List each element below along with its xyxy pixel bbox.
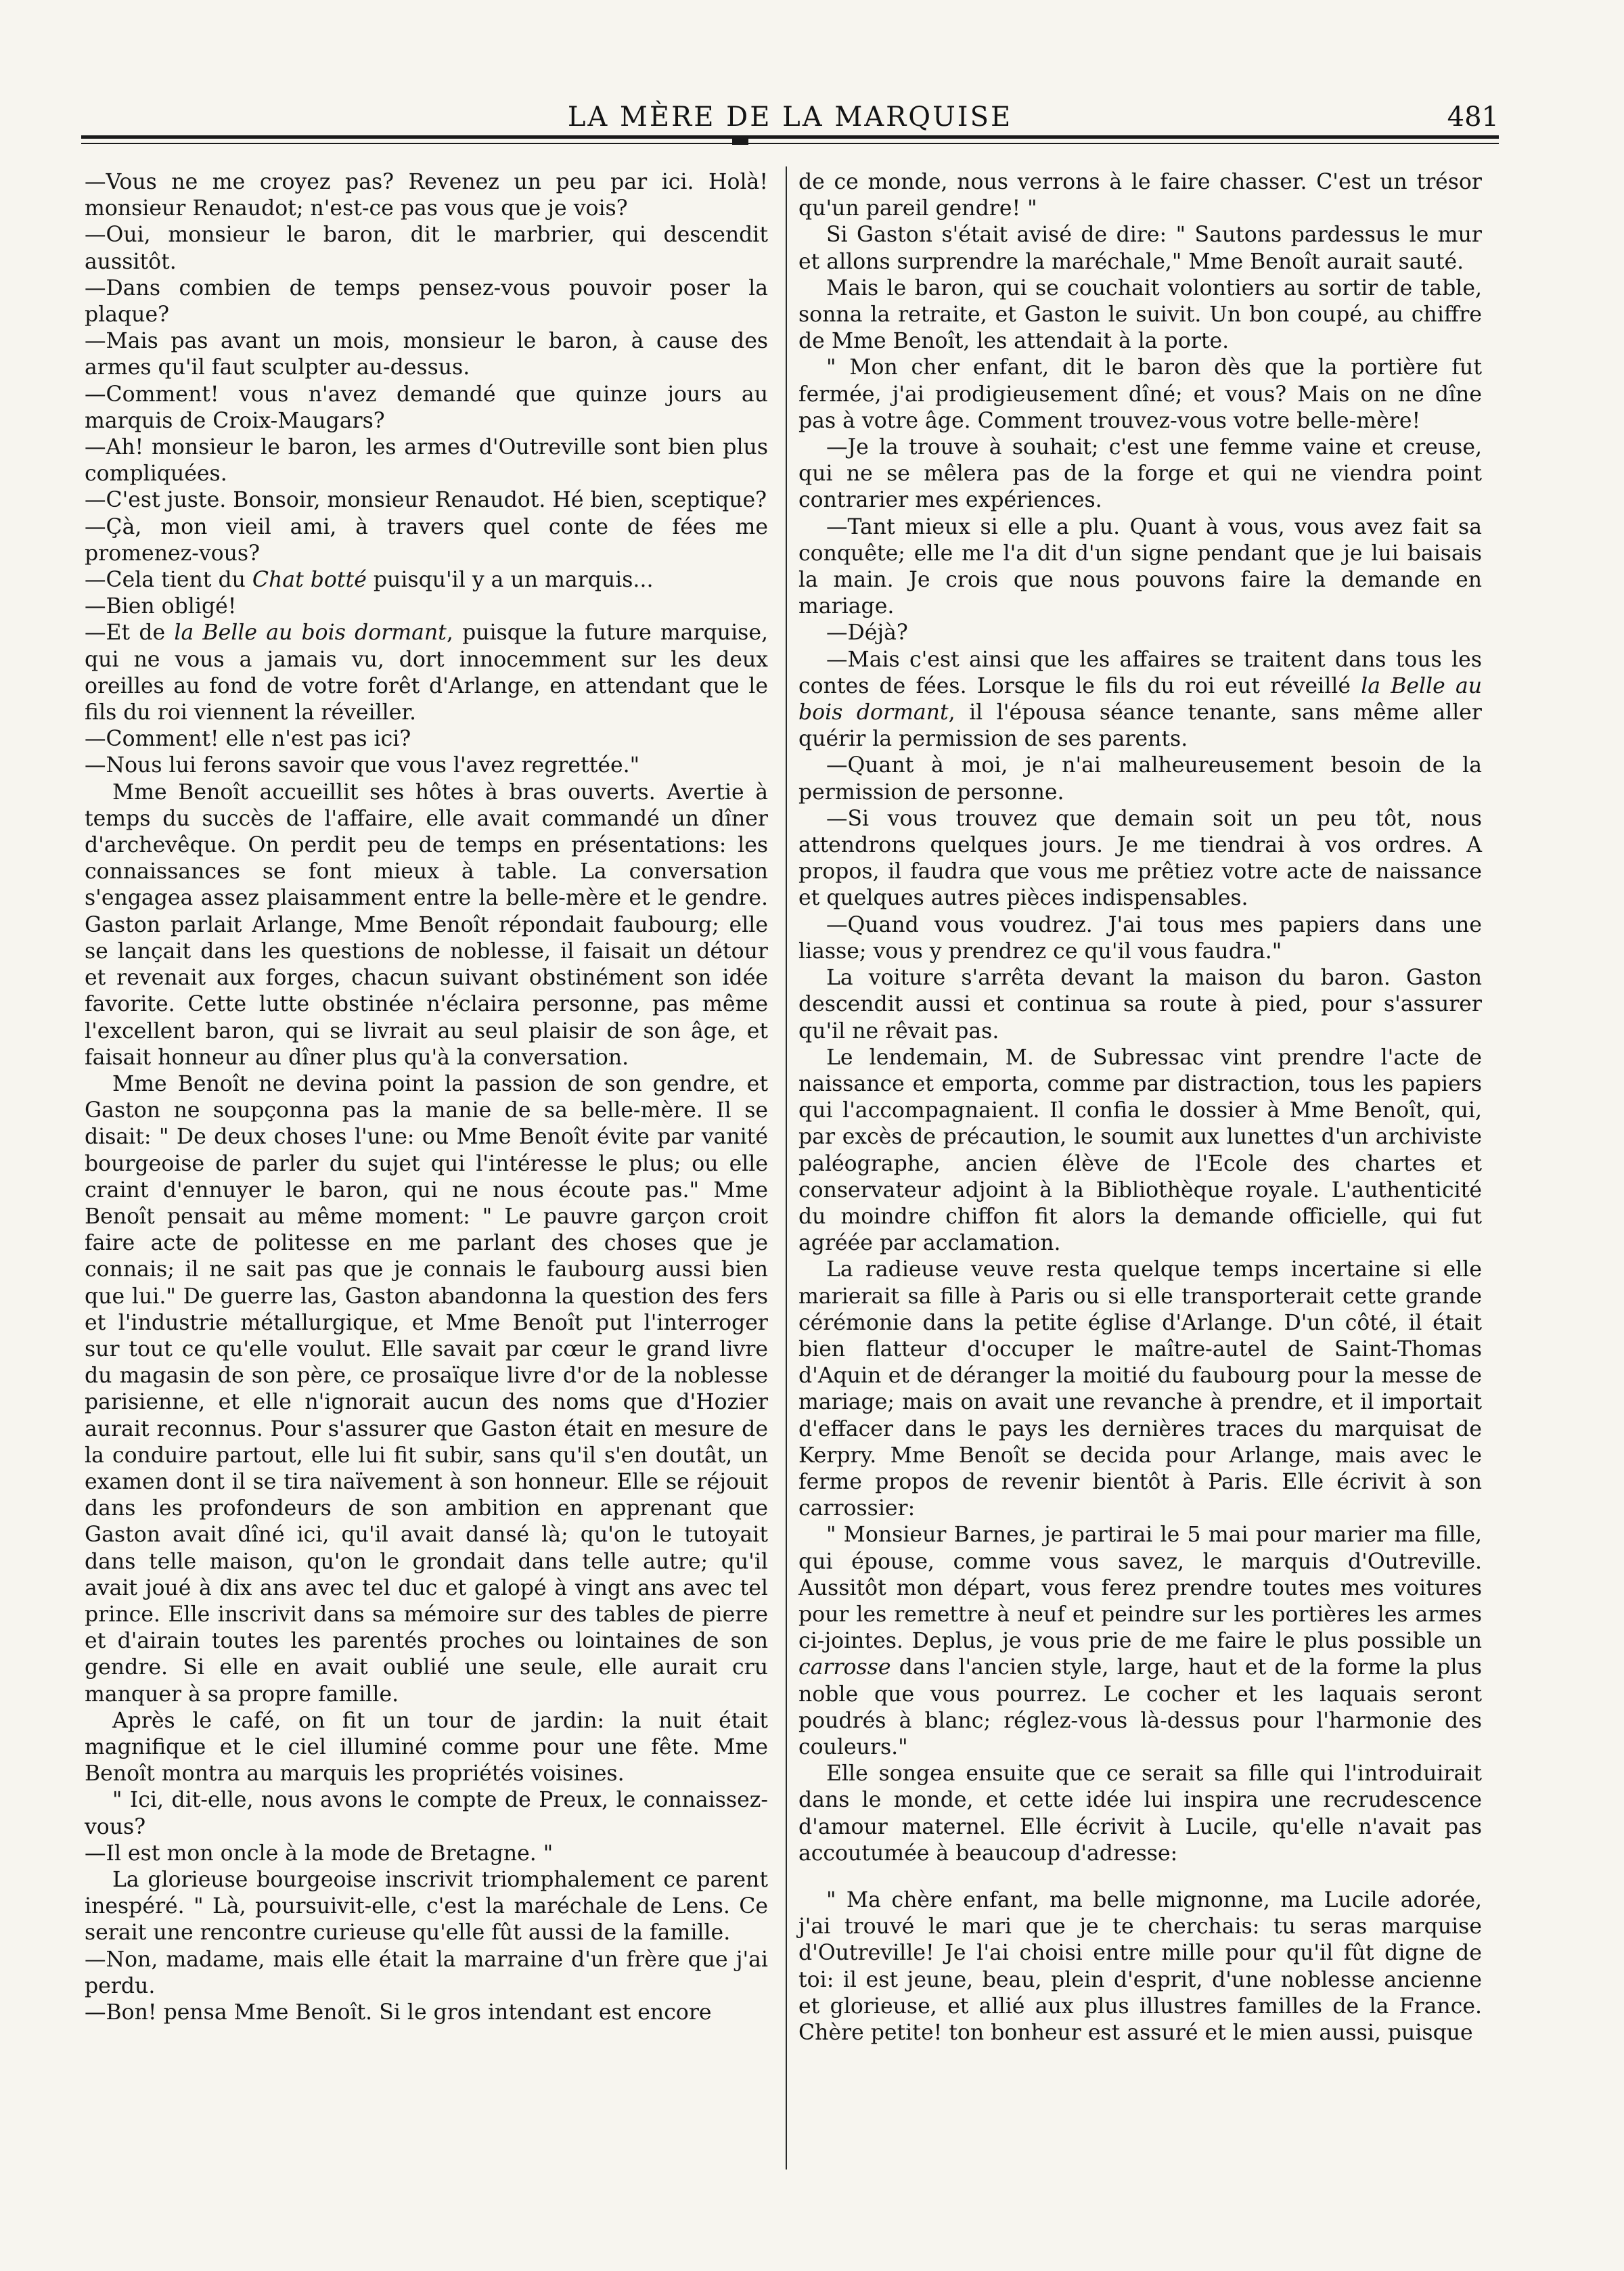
paragraph: —Mais c'est ainsi que les affaires se traitent dans tous les contes de fées. Lorsque le fils du roi eut réveillé la Belle au bois dormant, il l'épousa séance tenante, sans même aller quérir la permission de ses parents.	[798, 647, 1483, 752]
paragraph: —Nous lui ferons savoir que vous l'avez regrettée."	[85, 753, 640, 778]
paragraph: —Ah! monsieur le baron, les armes d'Outreville sont bien plus compliquées.	[85, 435, 768, 487]
paragraph: Après le café, on fit un tour de jardin: la nuit était magnifique et le ciel illuminé comme pour une fête. Mme Benoît montra au marquis les propriétés voisines.	[85, 1708, 768, 1786]
paragraph: —Et de la Belle au bois dormant, puisque la future marquise, qui ne vous a jamais vu, dort innocemment sur les deux oreilles au fond de votre forêt d'Arlange, en attendant que le fils du roi viennent la réveiller.	[85, 621, 768, 725]
paragraph: —Oui, monsieur le baron, dit le marbrier, qui descendit aussitôt.	[85, 223, 768, 274]
column-divider	[786, 166, 787, 2169]
paragraph: Mais le baron, qui se couchait volontiers au sortir de table, sonna la retraite, et Gaston le suivit. Un bon coupé, au chiffre de Mme Benoît, les attendait à la porte.	[798, 275, 1482, 354]
rule-ornament	[732, 137, 748, 145]
right-column	[798, 169, 1482, 2046]
paragraph: —Cela tient du Chat botté puisqu'il y a un marquis...	[85, 568, 654, 593]
paragraph: Mme Benoît accueillit ses hôtes à bras ouverts. Avertie à temps du succès de l'affaire, elle avait commandé un dîner d'archevêque. On perdit peu de temps en présentations: les connaissances se font mieux à table. La conversation s'engagea assez plaisamment entre la belle-mère et le gendre. Gaston parlait Arlange, Mme Benoît répondait faubourg; elle se lançait dans les questions de noblesse, il faisait un détour et revenait aux forges, chacun suivant obstinément son idée favorite. Cette lutte obstinée n'éclaira personne, pas même l'excellent baron, qui se livrait au seul plaisir de son âge, et faisait honneur au dîner plus qu'à la conversation.	[85, 780, 768, 1070]
paragraph: —Déjà?	[826, 621, 908, 646]
header-rule	[81, 135, 1499, 139]
paragraph: —Si vous trouvez que demain soit un peu tôt, nous attendrons quelques jours. Je me tiendrai à vos ordres. A propos, il faudra que vous me prêtiez votre acte de naissance et quelques autres pièces indispensables.	[798, 806, 1482, 911]
paragraph: Le lendemain, M. de Subressac vint prendre l'acte de naissance et emporta, comme par distraction, tous les papiers qui l'accompagnaient. Il confia le dossier à Mme Benoît, qui, par excès de précaution, le soumit aux lunettes d'un archiviste paléographe, ancien élève de l'Ecole des chartes et conservateur adjoint à la Bibliothèque royale. L'authenticité du moindre chiffon fit alors la demande officielle, qui fut agréée par acclamation.	[798, 1045, 1482, 1256]
page-number: 481	[1447, 102, 1499, 133]
paragraph: " Ici, dit-elle, nous avons le compte de Preux, le connaissez-vous?	[85, 1788, 768, 1839]
running-title: LA MÈRE DE LA MARQUISE	[567, 102, 1013, 133]
paragraph: La glorieuse bourgeoise inscrivit triomphalement ce parent inespéré. " Là, poursuivit-elle, c'est la maréchale de Lens. Ce serait une rencontre curieuse qu'elle fût aussi de la famille.	[85, 1868, 768, 1946]
paragraph: —Quant à moi, je n'ai malheureusement besoin de la permission de personne.	[798, 753, 1482, 805]
paragraph: —C'est juste. Bonsoir, monsieur Renaudot. Hé bien, sceptique?	[85, 488, 767, 513]
paragraph: —Non, madame, mais elle était la marraine d'un frère que j'ai perdu.	[85, 1947, 768, 1998]
italic-title: Chat botté	[252, 568, 367, 593]
paragraph: " Ma chère enfant, ma belle mignonne, ma Lucile adorée, j'ai trouvé le mari que je te cherchais: tu seras marquise d'Outreville! Je l'ai choisi entre mille pour qu'il fût digne de toi: il est jeune, beau, plein d'esprit, d'une noblesse ancienne et glorieuse, et allié aux plus illustres familles de la France. Chère petite! ton bonheur est assuré et le mien aussi, puisque	[798, 1888, 1482, 2046]
paragraph: Mme Benoît ne devina point la passion de son gendre, et Gaston ne soupçonna pas la manie de sa belle-mère. Il se disait: " De deux choses l'une: ou Mme Benoît évite par vanité bourgeoise de parler du sujet qui l'intéresse le plus; ou elle craint d'ennuyer le baron, qui ne nous écoute pas." Mme Benoît pensait au même moment: " Le pauvre garçon croit faire acte de politesse en me parlant des choses que je connais; il ne sait pas que je connais le faubourg aussi bien que lui." De guerre las, Gaston abandonna la question des fers et l'industrie métallurgique, et Mme Benoît put l'interroger sur tout ce qu'elle voulut. Elle savait par cœur le grand livre du magasin de son père, ce prosaïque livre d'or de la noblesse parisienne, et elle n'ignorait aucun des noms que d'Hozier aurait reconnus. Pour s'assurer que Gaston était en mesure de la conduire partout, elle lui fit subir, sans qu'il s'en doutât, un examen dont il se tira naïvement à son honneur. Elle se réjouit dans les profondeurs de son ambition en apprenant que Gaston avait dîné ici, qu'il avait dansé là; qu'on le tutoyait dans telle maison, qu'on le grondait dans telle autre; qu'il avait joué à dix ans avec tel duc et galopé à vingt ans avec tel prince. Elle inscrivit dans sa mémoire sur des tables de pierre et d'airain toutes les parentés proches ou lointaines de son gendre. Si elle en avait oublié une seule, elle aurait cru manquer à sa propre famille.	[85, 1071, 768, 1707]
paragraph: de ce monde, nous verrons à le faire chasser. C'est un trésor qu'un pareil gendre! "	[798, 170, 1482, 221]
paragraph: —Je la trouve à souhait; c'est une femme vaine et creuse, qui ne se mêlera pas de la forge et qui ne viendra point contrarier mes expériences.	[798, 435, 1482, 513]
paragraph: —Il est mon oncle à la mode de Bretagne. "	[85, 1841, 554, 1866]
paragraph: —Tant mieux si elle a plu. Quant à vous, vous avez fait sa conquête; elle me l'a dit d'un signe pendant que je lui baisais la main. Je crois que nous pouvons faire la demande en mariage.	[798, 514, 1482, 619]
paragraph: —Quand vous voudrez. J'ai tous mes papiers dans une liasse; vous y prendrez ce qu'il vous faudra."	[798, 912, 1482, 964]
header-rule-thin	[81, 143, 1499, 144]
paragraph: —Çà, mon vieil ami, à travers quel conte de fées me promenez-vous?	[85, 514, 768, 566]
paragraph: —Mais pas avant un mois, monsieur le baron, à cause des armes qu'il faut sculpter au-dessus.	[85, 329, 768, 380]
paragraph: Si Gaston s'était avisé de dire: " Sautons pardessus le mur et allons surprendre la maréchale," Mme Benoît aurait sauté.	[798, 223, 1482, 274]
paragraph: La voiture s'arrêta devant la maison du baron. Gaston descendit aussi et continua sa route à pied, pour s'assurer qu'il ne rêvait pas.	[798, 966, 1482, 1043]
italic-title: carrosse	[798, 1655, 891, 1680]
paragraph: —Dans combien de temps pensez-vous pouvoir poser la plaque?	[85, 275, 768, 328]
italic-title: la Belle au bois dormant	[798, 673, 1483, 725]
paragraph: —Bon! pensa Mme Benoît. Si le gros intendant est encore	[85, 2000, 712, 2025]
italic-title: la Belle au bois dormant	[174, 621, 447, 646]
paragraph: —Vous ne me croyez pas? Revenez un peu par ici. Holà! monsieur Renaudot; n'est-ce pas vous que je vois?	[85, 170, 768, 221]
paragraph: " Mon cher enfant, dit le baron dès que la portière fut fermée, j'ai prodigieusement dîné; et vous? Mais on ne dîne pas à votre âge. Comment trouvez-vous votre belle-mère!	[798, 355, 1482, 433]
paragraph: —Comment! elle n'est pas ici?	[85, 727, 411, 752]
paragraph: —Comment! vous n'avez demandé que quinze jours au marquis de Croix-Maugars?	[85, 382, 768, 433]
left-column	[85, 169, 768, 2026]
paragraph: Elle songea ensuite que ce serait sa fille qui l'introduirait dans le monde, et cette idée lui inspira une recrudescence d'amour maternel. Elle écrivit à Lucile, qu'elle n'avait pas accoutumée à beaucoup d'adresse:	[798, 1761, 1482, 1866]
paragraph: La radieuse veuve resta quelque temps incertaine si elle marierait sa fille à Paris ou si elle transporterait cette grande cérémonie dans la petite église d'Arlange. D'un côté, il était bien flatteur d'occuper le maître-autel de Saint-Thomas d'Aquin et de déranger la moitié du faubourg pour la messe de mariage; mais on avait une revanche à prendre, et il importait d'effacer dans le pays les dernières traces du marquisat de Kerpry. Mme Benoît se decida pour Arlange, mais avec le ferme propos de revenir bientôt à Paris. Elle écrivit à son carrossier:	[798, 1257, 1482, 1521]
paragraph: " Monsieur Barnes, je partirai le 5 mai pour marier ma fille, qui épouse, comme vous savez, le marquis d'Outreville. Aussitôt mon départ, vous ferez prendre toutes mes voitures pour les remettre à neuf et peindre sur les portières les armes ci-jointes. Deplus, je vous prie de me faire le plus possible un carrosse dans l'ancien style, large, haut et de la forme la plus noble que vous pourrez. Le cocher et les laquais seront poudrés à blanc; réglez-vous là-dessus pour l'harmonie des couleurs."	[798, 1523, 1482, 1759]
paragraph: —Bien obligé!	[85, 594, 237, 619]
